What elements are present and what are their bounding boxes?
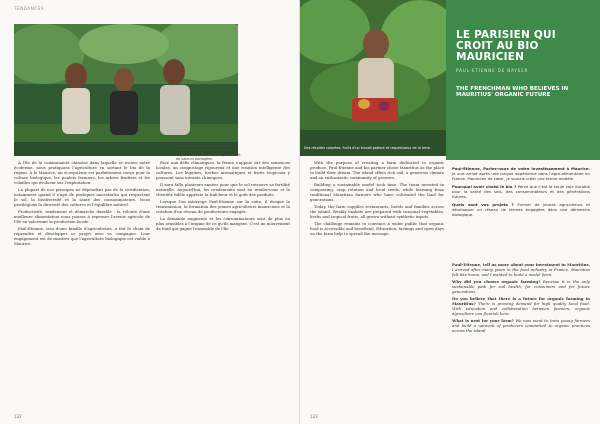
paragraph: Productivité, rendement et démarche durable : la volonté d'une meilleure alimentation nous pousse à repenser l'avenir agricole de l'île en valorisant la production locale.: [14, 209, 150, 224]
interview-block: [452, 184, 590, 199]
interview-block: [452, 318, 590, 333]
question: What is next for your farm?: [452, 318, 514, 323]
paragraph: With the purpose of creating a farm dedicated to organic produce, Paul-Etienne and his partner chose Mauritius as the place to build their dream. The island offers rich soil, a generous climate and an enthusiastic community of growers.: [310, 160, 444, 180]
question: Quels sont vos projets ?: [452, 202, 514, 207]
paragraph: The challenge remains to convince a wider public that organic food is accessible and beneficial. Education, tastings and open days on the farm help to spread the message.: [310, 221, 444, 236]
paragraph: Il aura fallu plusieurs années pour que le sol retrouve sa fertilité naturelle. Aujourd'hui, les rendements sont au rendez-vous et la clientèle fidèle apprécie la fraîcheur et le goût des produits.: [156, 182, 290, 197]
paragraph: Lorsque l'on interroge Paul-Etienne sur la suite, il évoque la transmission, la formation des jeunes agriculteurs mauriciens et la création d'un réseau de producteurs engagés.: [156, 199, 290, 214]
interview-block: [452, 202, 590, 217]
article-byline: PAUL-ETIENNE DE BAYSER: [456, 68, 529, 73]
article-subtitle: THE FRENCHMAN WHO BELIEVES IN MAURITIUS' ORGANIC FUTURE: [456, 86, 569, 99]
answer: There is growing demand for high quality local food. With education and collaboration between farmers, organic agriculture can flourish here.: [452, 301, 590, 316]
interview-block: [452, 296, 590, 316]
question: Paul-Etienne, Parlez-nous de votre investissement à Maurice.: [452, 166, 590, 171]
section-tag: TENDANCES: [14, 6, 44, 11]
answer: Je suis arrivé après une longue expérience dans l'agro-alimentaire en France. Mauricien de cœur, je voulais créer une ferme modèle.: [452, 171, 590, 181]
hero-caption: Des récoltes colorées, fruits d'un travail patient et respectueux de la terre.: [304, 146, 431, 150]
paragraph: La plupart de nos principes ne dépendent pas de la certification, notamment quand il s'agit de pratiques ancestrales qui respectent le sol, la biodiversité et la santé des consommateurs. Nous privilégions la diversité des cultures et l'équilibre naturel.: [14, 187, 150, 207]
photo-caption: Paul-Etienne de Bayser en famille dans ses champs à l'île Maurice : l'agriculture, une affaire de passion et de valeurs partagées.: [176, 144, 241, 161]
question: Pourquoi avoir choisi le bio ?: [452, 184, 517, 189]
interview-block: [452, 279, 590, 294]
body-column-3: [310, 160, 444, 238]
interview-intro: [452, 166, 590, 220]
answer: We now want to train young farmers and build a network of producers committed to organic practices across the island.: [452, 318, 590, 333]
answer: Because it is the only sustainable path for soil health, for consumers and for future generations.: [452, 279, 590, 294]
page-number: 133: [310, 414, 318, 419]
paragraph: À l'île de la communauté chinoise dans laquelle se trouve notre écoferme, nous pratiquons l'agriculture en sortant le bio de la région. À la Maurice, un écosystème est parfaitement conçu pour la culture biologique, les poulets fermiers, les arbres fruitiers et les volailles qui évoluent sur l'exploitation.: [14, 160, 150, 185]
answer: Former de jeunes agriculteurs et développer un réseau de fermes engagées dans une démarche biologique.: [452, 202, 590, 217]
question: Do you believe that there is a future for organic farming in Mauritius?: [452, 296, 590, 306]
title-panel: [446, 0, 600, 160]
question: Paul-Etienne, tell us more about your investment in Mauritius.: [452, 262, 590, 267]
article-title: LE PARISIEN QUI CROIT AU BIO MAURICIEN: [456, 29, 556, 63]
paragraph: La demande augmente et les consommateurs sont de plus en plus sensibles à l'origine de ce qu'ils mangent. C'est un mouvement de fond qui gagne l'ensemble de l'île.: [156, 216, 290, 231]
question: Why did you choose organic farming?: [452, 279, 541, 284]
paragraph: Paul-Etienne, issu d'une famille d'agriculteurs, a fait le choix de reprendre et développer ce projet avec sa compagne. Leur engagement est de montrer que l'agriculture biologique est viable à Maurice.: [14, 226, 150, 246]
body-column-1: [14, 160, 150, 248]
farmer-photo: [300, 0, 446, 156]
interview-block: [452, 166, 590, 181]
answer: Parce que c'est la seule voie durable pour la santé des sols, des consommateurs et des générations futures.: [452, 184, 590, 199]
paragraph: Face aux défis climatiques, la ferme s'appuie sur des semences locales, un compostage rigoureux et une rotation intelligente des cultures. Les légumes, herbes aromatiques et fruits tropicaux y poussent sans intrants chimiques.: [156, 160, 290, 180]
interview-block: [452, 262, 590, 277]
body-column-2: [156, 160, 290, 233]
interview-english: [452, 260, 590, 335]
answer: I arrived after many years in the food industry in France. Mauritius felt like home, and I wanted to build a model farm.: [452, 267, 590, 277]
paragraph: Building a sustainable model took time. The team invested in composting, crop rotation and local seeds, while learning from traditional Mauritian farmers who have cultivated the land for generations.: [310, 182, 444, 202]
paragraph: Today, the farm supplies restaurants, hotels and families across the island. Weekly baskets are prepared with seasonal vegetables, herbs and tropical fruits, all grown without synthetic inputs.: [310, 204, 444, 219]
family-photo: [14, 24, 238, 156]
page-number: 132: [14, 414, 22, 419]
